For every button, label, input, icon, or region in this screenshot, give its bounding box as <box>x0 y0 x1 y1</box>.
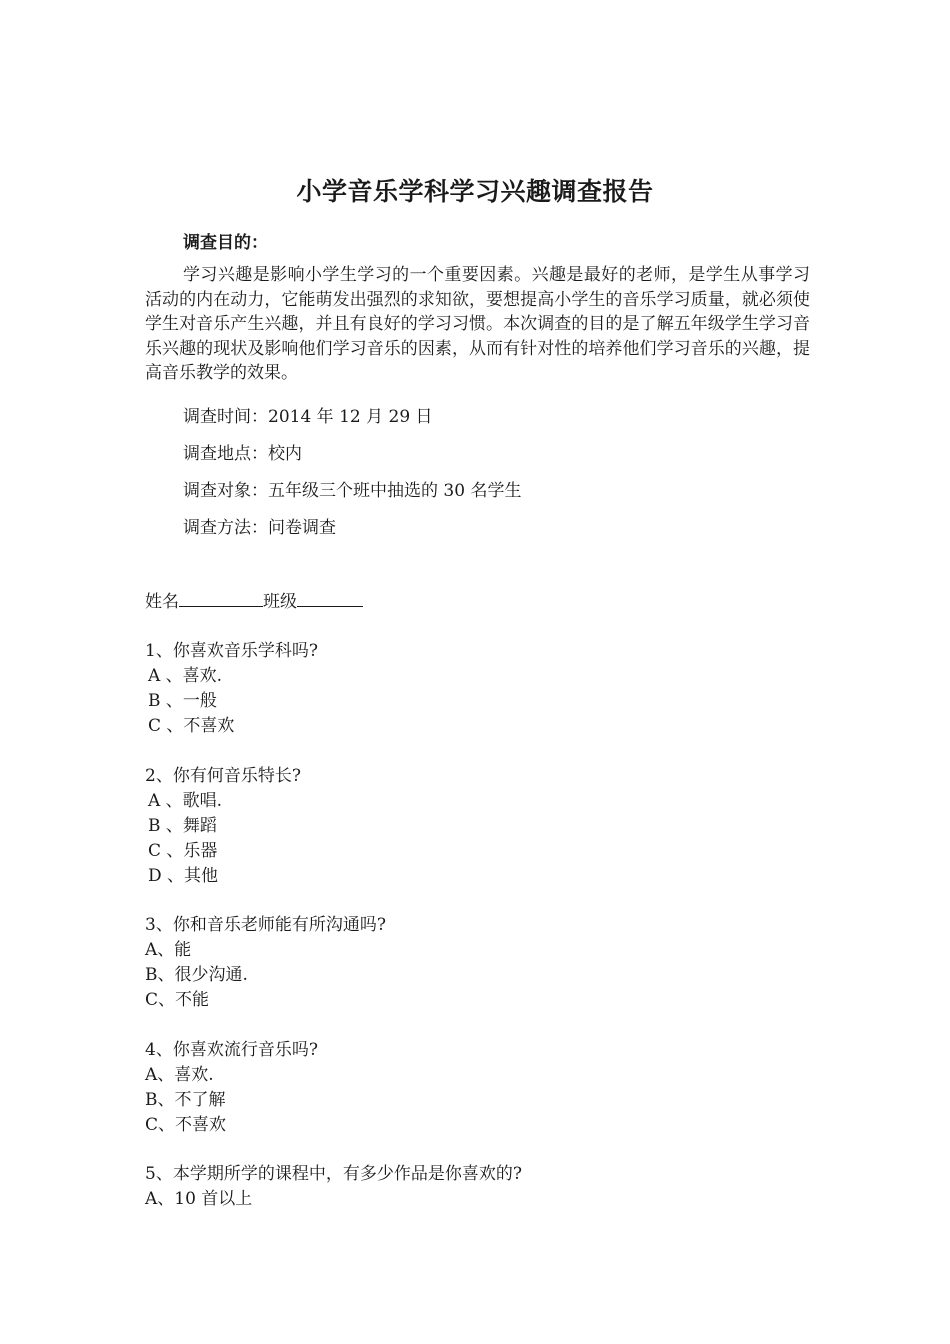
option-3b: B、很少沟通. <box>145 965 248 985</box>
option-2d: D 、其他 <box>148 866 219 886</box>
question-3: 3、你和音乐老师能有所沟通吗? <box>145 915 386 935</box>
class-label: 班级 <box>263 592 297 612</box>
survey-place: 调查地点：校内 <box>183 444 302 464</box>
option-5a: A、10 首以上 <box>145 1189 253 1209</box>
name-class-form <box>145 587 363 612</box>
survey-method: 调查方法：问卷调查 <box>183 518 336 538</box>
question-1: 1、你喜欢音乐学科吗? <box>145 641 318 661</box>
option-1c: C 、不喜欢 <box>148 716 235 736</box>
purpose-heading: 调查目的： <box>183 233 268 253</box>
class-blank-line[interactable] <box>297 590 363 607</box>
name-blank-line[interactable] <box>179 590 263 607</box>
option-1b: B 、一般 <box>148 691 217 711</box>
survey-time: 调查时间：2014 年 12 月 29 日 <box>183 407 433 427</box>
question-2: 2、你有何音乐特长? <box>145 766 301 786</box>
option-4a: A、喜欢. <box>145 1065 214 1085</box>
survey-subject: 调查对象：五年级三个班中抽选的 30 名学生 <box>183 481 522 501</box>
option-4c: C、不喜欢 <box>145 1115 227 1135</box>
name-label: 姓名 <box>145 592 179 612</box>
option-2a: A 、歌唱. <box>148 791 223 811</box>
purpose-paragraph: 学习兴趣是影响小学生学习的一个重要因素。兴趣是最好的老师，是学生从事学习活动的内在动力，它能萌发出强烈的求知欲，要想提高小学生的音乐学习质量，就必须使学生对音乐产生兴趣，并且有良好的学习习惯。本次调查的目的是了解五年级学生学习音乐兴趣的现状及影响他们学习音乐的因素，从而有针对性的培养他们学习音乐的兴趣，提高音乐教学的效果。 <box>145 265 810 383</box>
question-4: 4、你喜欢流行音乐吗? <box>145 1040 318 1060</box>
option-2b: B 、舞蹈 <box>148 816 217 836</box>
document-title: 小学音乐学科学习兴趣调查报告 <box>296 177 654 206</box>
option-4b: B、不了解 <box>145 1090 226 1110</box>
option-2c: C 、乐器 <box>148 841 218 861</box>
option-3a: A、能 <box>145 940 192 960</box>
option-3c: C、不能 <box>145 990 210 1010</box>
option-1a: A 、喜欢. <box>148 666 223 686</box>
question-5: 5、本学期所学的课程中，有多少作品是你喜欢的? <box>145 1164 522 1184</box>
